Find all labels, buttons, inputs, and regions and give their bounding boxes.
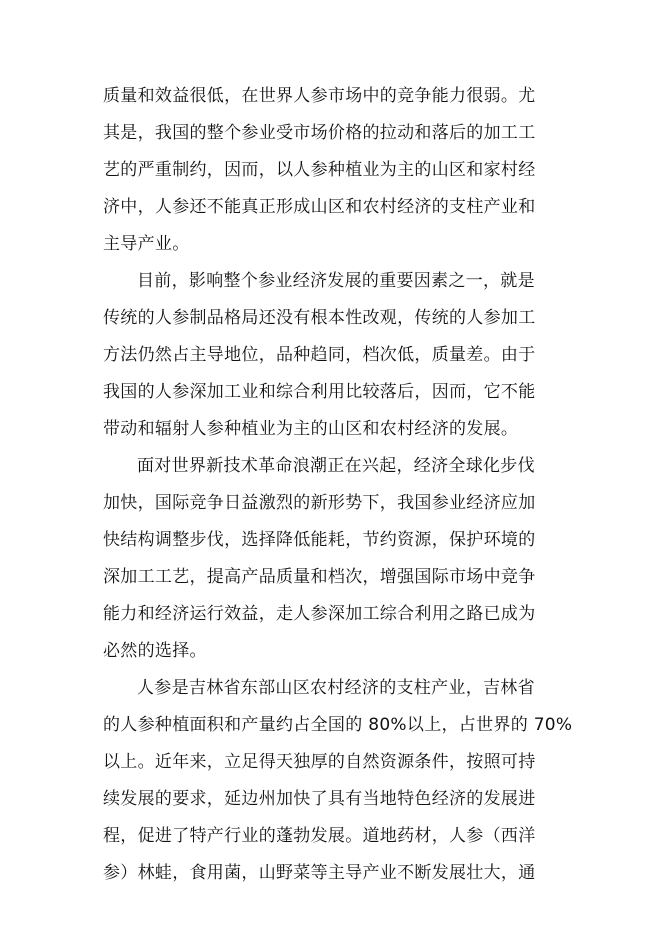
text-line-7: 传统的人参制品格局还没有根本性改观，传统的人参加工 xyxy=(103,308,536,328)
text-line-16: 必然的选择。 xyxy=(103,641,207,661)
text-line-13: 快结构调整步伐，选择降低能耗，节约资源，保护环境的 xyxy=(103,530,536,550)
text-line-2: 其是，我国的整个参业受市场价格的拉动和落后的加工工 xyxy=(103,123,536,143)
text-line-5: 主导产业。 xyxy=(103,234,190,254)
text-line-15: 能力和经济运行效益，走人参深加工综合利用之路已成为 xyxy=(103,604,536,624)
text-line-18: 的人参种植面积和产量约占全国的 80%以上，占世界的 70% xyxy=(103,715,573,735)
text-line-14: 深加工工艺，提高产品质量和档次，增强国际市场中竞争 xyxy=(103,567,536,587)
text-line-20: 续发展的要求，延边州加快了具有当地特色经济的发展进 xyxy=(103,789,536,809)
text-line-11: 面对世界新技术革命浪潮正在兴起，经济全球化步伐 xyxy=(137,456,535,476)
text-line-19: 以上。近年来，立足得天独厚的自然资源条件，按照可持 xyxy=(103,752,536,772)
text-line-6: 目前，影响整个参业经济发展的重要因素之一，就是 xyxy=(137,271,535,291)
text-line-21: 程，促进了特产行业的蓬勃发展。道地药材，人参（西洋 xyxy=(103,826,536,846)
text-line-22: 参）林蛙，食用菌，山野菜等主导产业不断发展壮大，通 xyxy=(103,863,536,883)
text-line-4: 济中，人参还不能真正形成山区和农村经济的支柱产业和 xyxy=(103,197,536,217)
text-line-10: 带动和辐射人参种植业为主的山区和农村经济的发展。 xyxy=(103,419,519,439)
text-line-17: 人参是吉林省东部山区农村经济的支柱产业，吉林省 xyxy=(137,678,535,698)
text-line-9: 我国的人参深加工业和综合利用比较落后，因而，它不能 xyxy=(103,382,536,402)
text-line-1: 质量和效益很低，在世界人参市场中的竞争能力很弱。尤 xyxy=(103,86,536,106)
text-line-3: 艺的严重制约，因而，以人参种植业为主的山区和家村经 xyxy=(103,160,536,180)
text-line-8: 方法仍然占主导地位，品种趋同，档次低，质量差。由于 xyxy=(103,345,536,365)
text-line-12: 加快，国际竞争日益激烈的新形势下，我国参业经济应加 xyxy=(103,493,536,513)
